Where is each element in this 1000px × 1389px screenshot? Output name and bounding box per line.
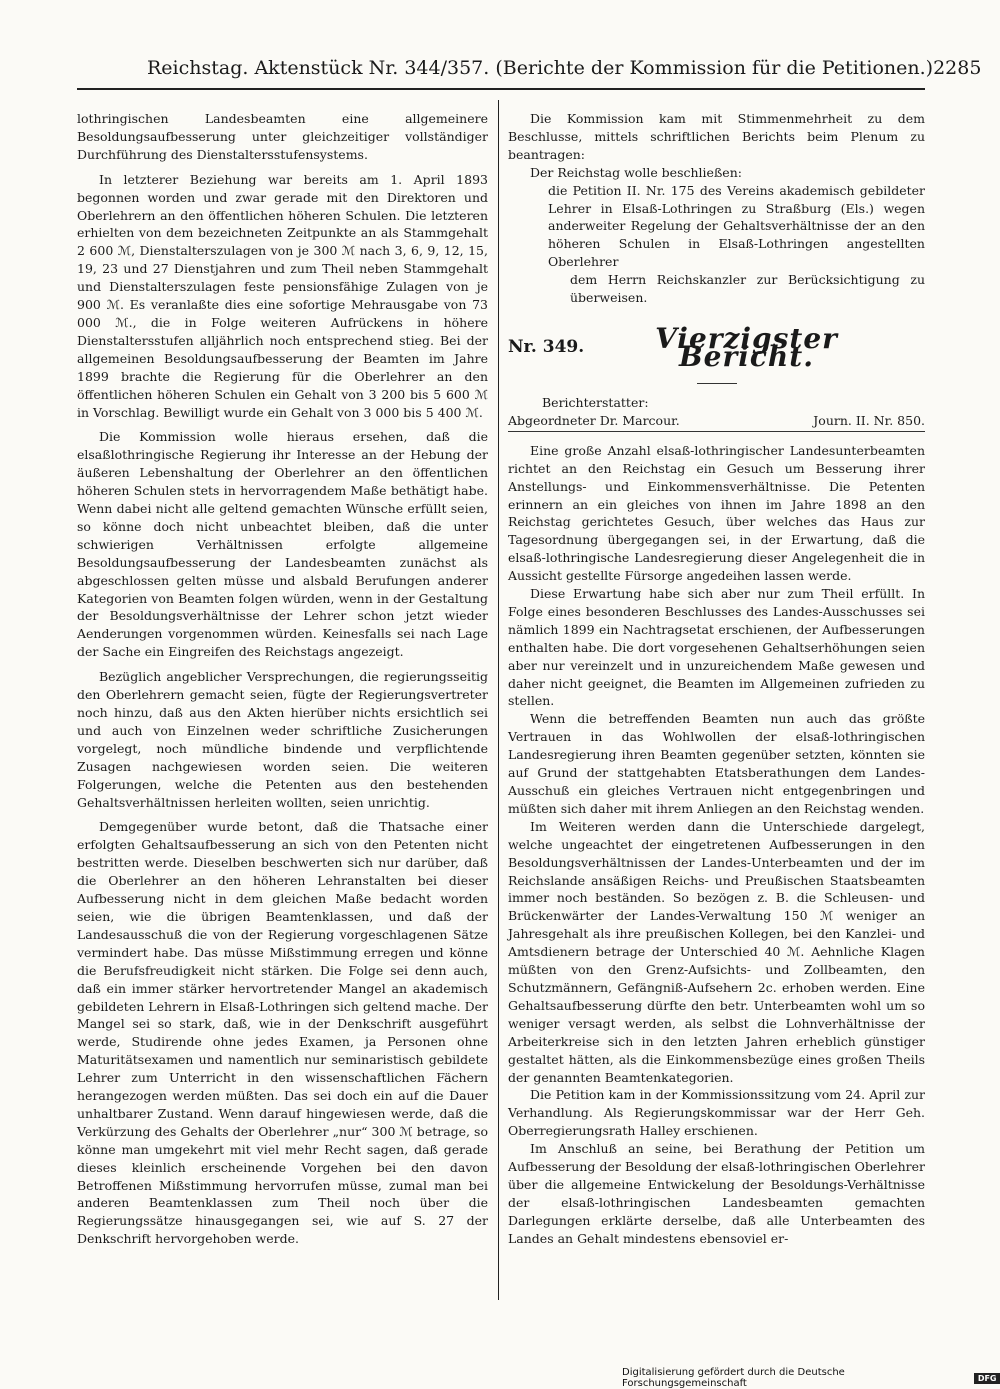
report-title: Vierzigster Bericht. (655, 322, 838, 373)
paragraph: In letzterer Beziehung war bereits am 1. April 1893 begonnen worden und zwar gerade mit den Direktoren und Oberlehrern an den öffentlichen höheren Schulen. Die letzteren erhielten von dem bezeichneten Zeitpunkte an als Stammgehalt 2 600 ℳ, Dienstalterszulagen von je 300 ℳ nach 3, 6, 9, 12, 15, 19, 23 und 27 Dienstjahren und zum Theil neben Stammgehalt und Dienstalterszulagen feste pensionsfähige Zulagen von je 900 ℳ. Es veranlaßte dies eine sofortige Mehrausgabe von 73 000 ℳ., die in Folge weiteren Aufrückens in höhere Dienstaltersstufen alljährlich noch entsprechend stieg. Bei der allgemeinen Besoldungsaufbesserung der Beamten im Jahre 1899 brachte die Regierung für die Oberlehrer an den öffentlichen höheren Schulen ein Gehalt von 3 200 bis 5 600 ℳ in Vorschlag. Bewilligt wurde ein Gehalt von 3 000 bis 5 400 ℳ. (77, 171, 488, 420)
motion-line: Der Reichstag wolle beschließen: (530, 164, 742, 180)
motion-intro: Die Kommission kam mit Stimmenmehrheit zu dem Beschlusse, mittels schriftlichen Berichts beim Plenum zu beantragen: (508, 111, 925, 162)
footer-text: Digitalisierung gefördert durch die Deutsche Forschungsgemeinschaft (622, 1367, 845, 1389)
motion-text-2: dem Herrn Reichskanzler zur Berücksichtigung zu überweisen. (570, 272, 925, 306)
paragraph: Bezüglich angeblicher Versprechungen, die regierungsseitig den Oberlehrern gemacht seien, fügte der Regierungsvertreter noch hinzu, daß aus den Akten hierüber nichts ersichtlich sei und auch von Einzelnen weder schriftliche Zusicherungen vorgelegt, noch mündliche bindende und verpflichtende Zusagen nachgewiesen worden seien. Die weiteren Folgerungen, welche die Petenten aus den bestehenden Gehaltsverhältnissen herleiten wollten, seien unrichtig. (77, 669, 488, 810)
report-heading (508, 313, 925, 383)
page-number: 2285 (933, 57, 982, 79)
reporter-label: Berichterstatter: (542, 394, 649, 410)
paragraph: Demgegenüber wurde betont, daß die Thatsache einer erfolgten Gehaltsaufbesserung an sich von den Petenten nicht bestritten werde. Dieselben beschwerten sich nur darüber, daß die Oberlehrer an den höheren Lehranstalten bei dieser Aufbesserung nicht in dem gleichen Maße bedacht worden seien, wie die übrigen Beamtenklassen, und daß der Landesausschuß die von der Regierung vorgeschlagenen Sätze vermindert habe. Das müsse Mißstimmung erregen und könne die Berufsfreudigkeit nicht stärken. Die Folge sei denn auch, daß ein immer stärker hervortretender Mangel an akademisch gebildeten Lehrern in Elsaß-Lothringen sich geltend mache. Der Mangel sei so stark, daß, wie in der Denkschrift ausgeführt werde, Studirende ohne jedes Examen, ja Personen ohne Maturitätsexamen und namentlich nur seminaristisch gebildete Lehrer zum Unterricht in den wissenschaftlichen Fächern herangezogen werden müßten. Das sei doch ein auf die Dauer unhaltbarer Zustand. Wenn darauf hingewiesen werde, daß die Verkürzung des Gehalts der Oberlehrer „nur“ 300 ℳ betrage, so könne man umgekehrt mit viel mehr Recht sagen, daß gerade dieses kleinlich erscheinende Vorgehen bei den davon Betroffenen Mißstimmung hervorrufen müsse, zumal man bei anderen Beamtenklassen zum Theil noch über die Regierungssätze hinausgegangen sei, wie auf S. 27 der Denkschrift hervorgehoben werde. (77, 819, 488, 1247)
motion-text: die Petition II. Nr. 175 des Vereins akademisch gebildeter Lehrer in Elsaß-Lothringen zu Straßburg (Els.) wegen anderweiter Regelung der Gehaltsverhältnisse der an den höheren Schulen in Elsaß-Lothringen angestellten Oberlehrer (548, 182, 925, 270)
left-column (77, 110, 488, 1248)
paragraph: Die Kommission wolle hieraus ersehen, daß die elsaßlothringische Regierung ihr Interesse an der Hebung der äußeren Lebenshaltung der Oberlehrer an den öffentlichen höheren Schulen stets in hervorragendem Maße bethätigt habe. Wenn dabei nicht alle geltend gemachten Wünsche erfüllt seien, so könne doch nicht unbeachtet bleiben, daß die unter schwierigen Verhältnissen erfolgte allgemeine Besoldungsaufbesserung der Landesbeamten zunächst als abgeschlossen gelten müsse und alsbald Berufungen anderer Kategorien von Beamten folgen würden, wenn in der Gestaltung der Besoldungsverhältnisse der Lehrer schon jetzt wieder Aenderungen vorgenommen würden. Keinesfalls sei nach Lage der Sache ein Eingreifen des Reichstags angezeigt. (77, 429, 488, 660)
dfg-logo-icon: DFG (974, 1373, 1000, 1384)
column-divider (498, 100, 499, 1300)
paragraph: Die Petition kam in der Kommissionssitzung vom 24. April zur Verhandlung. Als Regierungskommissar war der Herr Geh. Oberregierungsrath Halley erschienen. (508, 1087, 925, 1139)
footer (622, 1367, 1000, 1389)
journal-reference: Journ. II. Nr. 850. (813, 412, 925, 428)
reporter-name: Abgeordneter Dr. Marcour. (508, 412, 680, 428)
running-head: Reichstag. Aktenstück Nr. 344/357. (Berichte der Kommission für die Petitionen.) (147, 57, 934, 79)
paragraph: Im Anschluß an seine, bei Berathung der Petition um Aufbesserung der Besoldung der elsaß-lothringischen Oberlehrer über die allgemeine Entwickelung der Besoldungs-Verhältnisse der elsaß-lothringischen Landesbeamten gemachten Darlegungen erklärte derselbe, daß alle Unterbeamten des Landes an Gehalt mindestens ebensoviel er- (508, 1141, 925, 1246)
paragraph: Diese Erwartung habe sich aber nur zum Theil erfüllt. In Folge eines besonderen Beschlusses des Landes-Ausschusses sei nämlich 1899 ein Nachtragsetat erschienen, der Aufbesserungen enthalten habe. Die dort vorgesehenen Gehaltserhöhungen seien aber nur vereinzelt und in unzureichendem Maße gewesen und daher nicht geeignet, die Beamten im Allgemeinen zufrieden zu stellen. (508, 586, 925, 709)
header-rule (77, 88, 925, 90)
reporter-line (508, 412, 925, 432)
short-rule (697, 383, 737, 384)
paragraph: Wenn die betreffenden Beamten nun auch das größte Vertrauen in das Wohlwollen der elsaß-lothringischen Landesregierung ihren Beamten gegenüber setzten, könnten sie auf Grund der stattgehabten Etatsberathungen dem Landes-Ausschuß ein gleiches Vertrauen nicht entgegenbringen und müßten sich daher mit ihrem Anliegen an den Reichstag wenden. (508, 711, 925, 816)
motion-block (530, 164, 925, 307)
page-header (147, 57, 982, 85)
report-number: Nr. 349. (508, 337, 585, 358)
paragraph: Im Weiteren werden dann die Unterschiede dargelegt, welche ungeachtet der eingetretenen Aufbesserungen in den Besoldungsverhältnissen der Landes-Unterbeamten und der im Reichslande ansäßigen Reichs- und Preußischen Staatsbeamten immer noch beständen. So bezögen z. B. die Schleusen- und Brückenwärter der Landes-Verwaltung 150 ℳ weniger an Jahresgehalt als ihre preußischen Kollegen, bei den Kanzlei- und Amtsdienern betrage der Unterschied 40 ℳ. Aehnliche Klagen müßten von den Grenz-Aufsichts- und Zollbeamten, den Schutzmännern, Gefängniß-Aufsehern 2c. erhoben werden. Eine Gehaltsaufbesserung dürfte den betr. Unterbeamten wohl um so weniger versagt werden, als selbst die Lohnverhältnisse der Arbeiterkreise sich in den letzten Jahren erheblich günstiger gestaltet hätten, als die Einkommensbezüge eines großen Theils der genannten Beamtenkategorien. (508, 818, 925, 1085)
paragraph: lothringischen Landesbeamten eine allgemeinere Besoldungsaufbesserung unter gleichzeitiger vollständiger Durchführung des Dienstaltersstufensystems. (77, 111, 488, 162)
paragraph: Eine große Anzahl elsaß-lothringischer Landesunterbeamten richtet an den Reichstag ein Gesuch um Besserung ihrer Anstellungs- und Einkommensverhältnisse. Die Petenten erinnern an ein gleiches von ihnen im Jahre 1898 an den Reichstag gerichtetes Gesuch, über welches das Haus zur Tagesordnung übergegangen sei, in der Erwartung, daß die elsaß-lothringische Landesregierung dieser Angelegenheit die in Aussicht gestellte Fürsorge angedeihen lassen werde. (508, 442, 925, 584)
right-column (508, 110, 925, 1248)
